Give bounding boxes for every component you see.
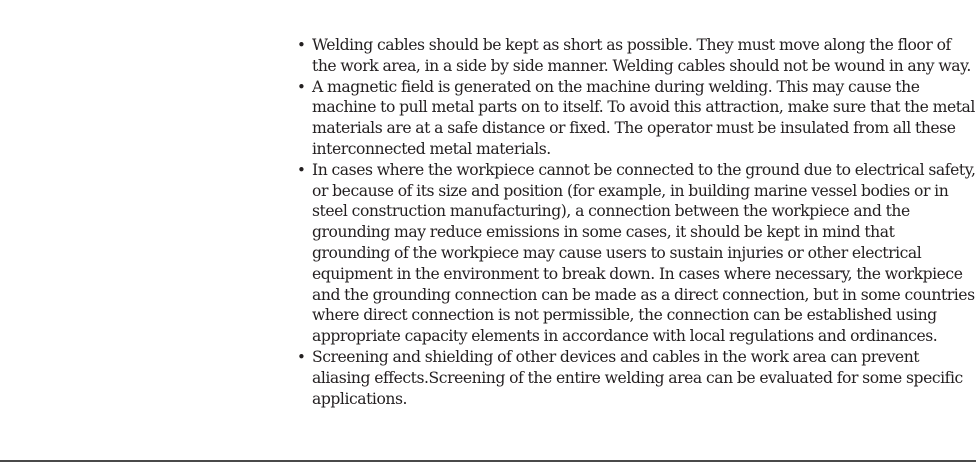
bullet-item-grounding	[295, 160, 976, 347]
bullet-text: Screening and shielding of other devices and cables in the work area can prevent aliasing effects.Screening of the entire welding area can be evaluated for some specific applications.	[312, 347, 963, 408]
horizontal-divider	[0, 460, 976, 462]
bullet-item-magnetic-field	[295, 77, 976, 160]
bullet-text: A magnetic field is generated on the machine during welding. This may cause the machine to pull metal parts on to itself. To avoid this attraction, make sure that the metal materials are at a safe distance or fixed. The operator must be insulated from all these interconnected metal materials.	[312, 77, 975, 158]
bullet-icon: •	[297, 347, 306, 366]
bullet-item-cable-length	[295, 35, 976, 77]
bullet-list	[295, 35, 976, 409]
bullet-icon: •	[297, 36, 306, 54]
document-body	[295, 35, 976, 409]
bullet-icon: •	[297, 160, 306, 179]
bullet-text: In cases where the workpiece cannot be connected to the ground due to electrical safety, or because of its size and position (for example, in building marine vessel bodies or in steel construction manufacturing), a connection between the workpiece and the grounding may reduce emissions in some cases, it should be kept in mind that grounding of the workpiece may cause users to sustain injuries or other electrical equipment in the environment to break down. In cases where necessary, the workpiece and the grounding connection can be made as a direct connection, but in some countries where direct connection is not permissible, the connection can be established using appropriate capacity elements in accordance with local regulations and ordinances.	[312, 160, 976, 346]
bullet-text: Welding cables should be kept as short as possible. They must move along the floor of the work area, in a side by side manner. Welding cables should not be wound in any way.	[312, 36, 971, 75]
bullet-icon: •	[297, 77, 306, 96]
bullet-item-screening	[295, 347, 976, 409]
